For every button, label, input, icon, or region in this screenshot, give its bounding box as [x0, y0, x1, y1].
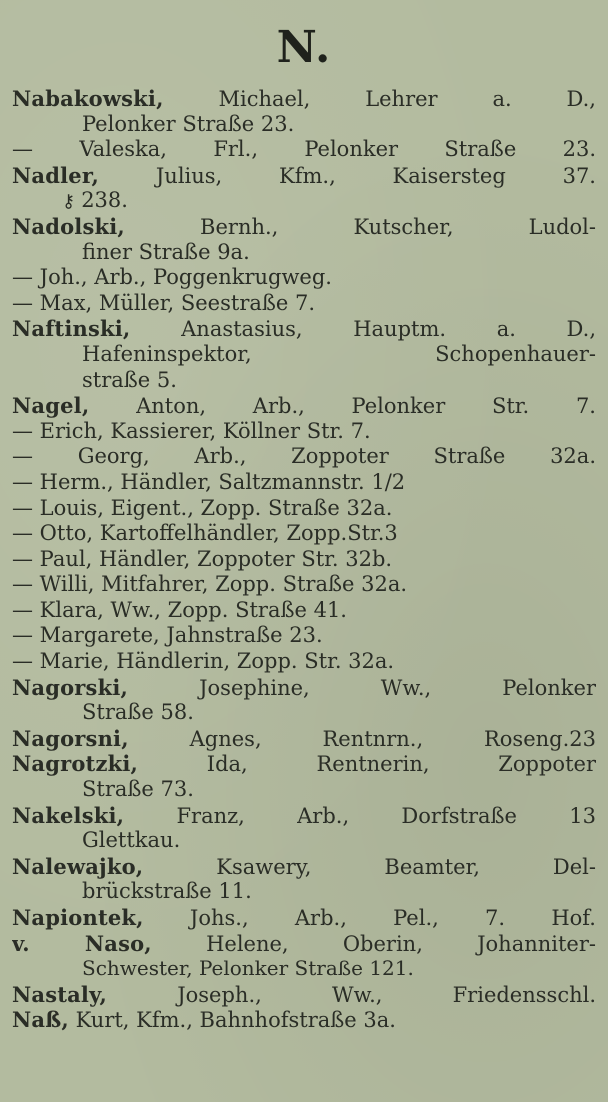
- directory-entry: [12, 931, 596, 982]
- directory-entries: [12, 86, 596, 1033]
- entry-surname: Nagorski,: [12, 674, 129, 700]
- directory-entry: [12, 137, 596, 163]
- directory-entry: [12, 675, 596, 726]
- entry-text: Ksawery, Beamter, Del-: [216, 854, 596, 879]
- entry-text: Ida, Rentnerin, Zoppoter: [206, 752, 596, 777]
- directory-entry: [12, 803, 596, 854]
- entry-text: — Joh., Arb., Poggenkrugweg.: [12, 265, 332, 290]
- entry-text: — Paul, Händler, Zoppoter Str. 32b.: [12, 546, 393, 571]
- directory-entry: [12, 547, 596, 573]
- entry-text: — Willi, Mitfahrer, Zopp. Straße 32a.: [12, 572, 408, 597]
- directory-entry: [12, 316, 596, 393]
- telephone-key-icon: ⚷: [62, 191, 76, 213]
- entry-text: brückstraße 11.: [82, 879, 252, 904]
- entry-surname: Nabakowski,: [12, 86, 164, 111]
- directory-entry: [12, 163, 596, 214]
- entry-text: Agnes, Rentnrn., Roseng.23: [189, 726, 596, 751]
- directory-entry: [12, 86, 596, 137]
- directory-entry: [12, 905, 596, 931]
- entry-text: Bernh., Kutscher, Ludol-: [200, 214, 596, 239]
- entry-surname: Nadolski,: [12, 213, 125, 239]
- entry-text: Anton, Arb., Pelonker Str. 7.: [136, 394, 596, 419]
- directory-entry: [12, 982, 596, 1008]
- entry-surname: Nadler,: [12, 162, 100, 188]
- directory-entry: [12, 649, 596, 675]
- entry-text: — Klara, Ww., Zopp. Straße 41.: [12, 597, 347, 622]
- directory-entry: [12, 496, 596, 522]
- directory-entry: [12, 751, 596, 802]
- entry-text: — Louis, Eigent., Zopp. Straße 32a.: [12, 495, 393, 520]
- entry-surname: Naß,: [12, 1007, 69, 1033]
- directory-entry: [12, 726, 596, 752]
- entry-text: Pelonker Straße 23.: [82, 111, 295, 136]
- entry-text: — Erich, Kassierer, Köllner Str. 7.: [12, 418, 371, 443]
- entry-text: — Herm., Händler, Saltzmannstr. 1/2: [12, 469, 406, 494]
- directory-entry: [12, 291, 596, 317]
- entry-surname: Nagorsni,: [12, 725, 129, 751]
- directory-entry: [12, 214, 596, 265]
- entry-text: Josephine, Ww., Pelonker: [199, 675, 596, 700]
- section-letter-heading: N.: [276, 22, 332, 73]
- directory-entry: [12, 1007, 596, 1033]
- directory-entry: [12, 854, 596, 905]
- entry-text: Schwester, Pelonker Straße 121.: [82, 956, 414, 981]
- entry-text: 238.: [81, 188, 128, 213]
- entry-text: Straße 73.: [82, 777, 194, 802]
- entry-text: — Otto, Kartoffelhändler, Zopp.Str.3: [12, 521, 398, 546]
- entry-surname: Nagel,: [12, 393, 90, 419]
- entry-text: — Georg, Arb., Zoppoter Straße 32a.: [12, 444, 596, 469]
- entry-text: Michael, Lehrer a. D.,: [218, 87, 596, 111]
- directory-entry: [12, 521, 596, 547]
- entry-surname: Napiontek,: [12, 905, 144, 930]
- entry-text: Joseph., Ww., Friedensschl.: [177, 982, 596, 1007]
- directory-entry: [12, 419, 596, 445]
- entry-surname: Nakelski,: [12, 802, 125, 828]
- entry-text: Julius, Kfm., Kaisersteg 37.: [155, 163, 596, 188]
- entry-surname: Naftinski,: [12, 316, 131, 342]
- entry-surname: v. Naso,: [12, 930, 152, 956]
- entry-text: Johs., Arb., Pel., 7. Hof.: [189, 906, 596, 930]
- entry-text: Helene, Oberin, Johanniter-: [206, 931, 596, 956]
- directory-entry: [12, 265, 596, 291]
- entry-text: — Valeska, Frl., Pelonker Straße 23.: [12, 137, 596, 162]
- directory-entry: [12, 623, 596, 649]
- directory-entry: [12, 572, 596, 598]
- entry-surname: Nagrotzki,: [12, 751, 139, 777]
- entry-text: — Marie, Händlerin, Zopp. Str. 32a.: [12, 649, 395, 674]
- entry-surname: Nalewajko,: [12, 853, 144, 879]
- entry-surname: Nastaly,: [12, 981, 108, 1007]
- entry-text: Franz, Arb., Dorfstraße 13: [176, 803, 596, 828]
- entry-text: — Max, Müller, Seestraße 7.: [12, 290, 316, 315]
- entry-text: finer Straße 9a.: [82, 239, 250, 264]
- directory-entry: [12, 598, 596, 624]
- entry-text: Glettkau.: [82, 828, 181, 853]
- entry-text: Anastasius, Hauptm. a. D.,: [181, 317, 596, 342]
- entry-text: straße 5.: [82, 367, 177, 392]
- entry-text: Kurt, Kfm., Bahnhofstraße 3a.: [75, 1008, 396, 1033]
- entry-text: — Margarete, Jahnstraße 23.: [12, 623, 323, 648]
- directory-entry: [12, 444, 596, 470]
- directory-entry: [12, 393, 596, 419]
- directory-entry: [12, 470, 596, 496]
- entry-text: Hafeninspektor, Schopenhauer-: [82, 341, 596, 366]
- entry-text: Straße 58.: [82, 700, 194, 725]
